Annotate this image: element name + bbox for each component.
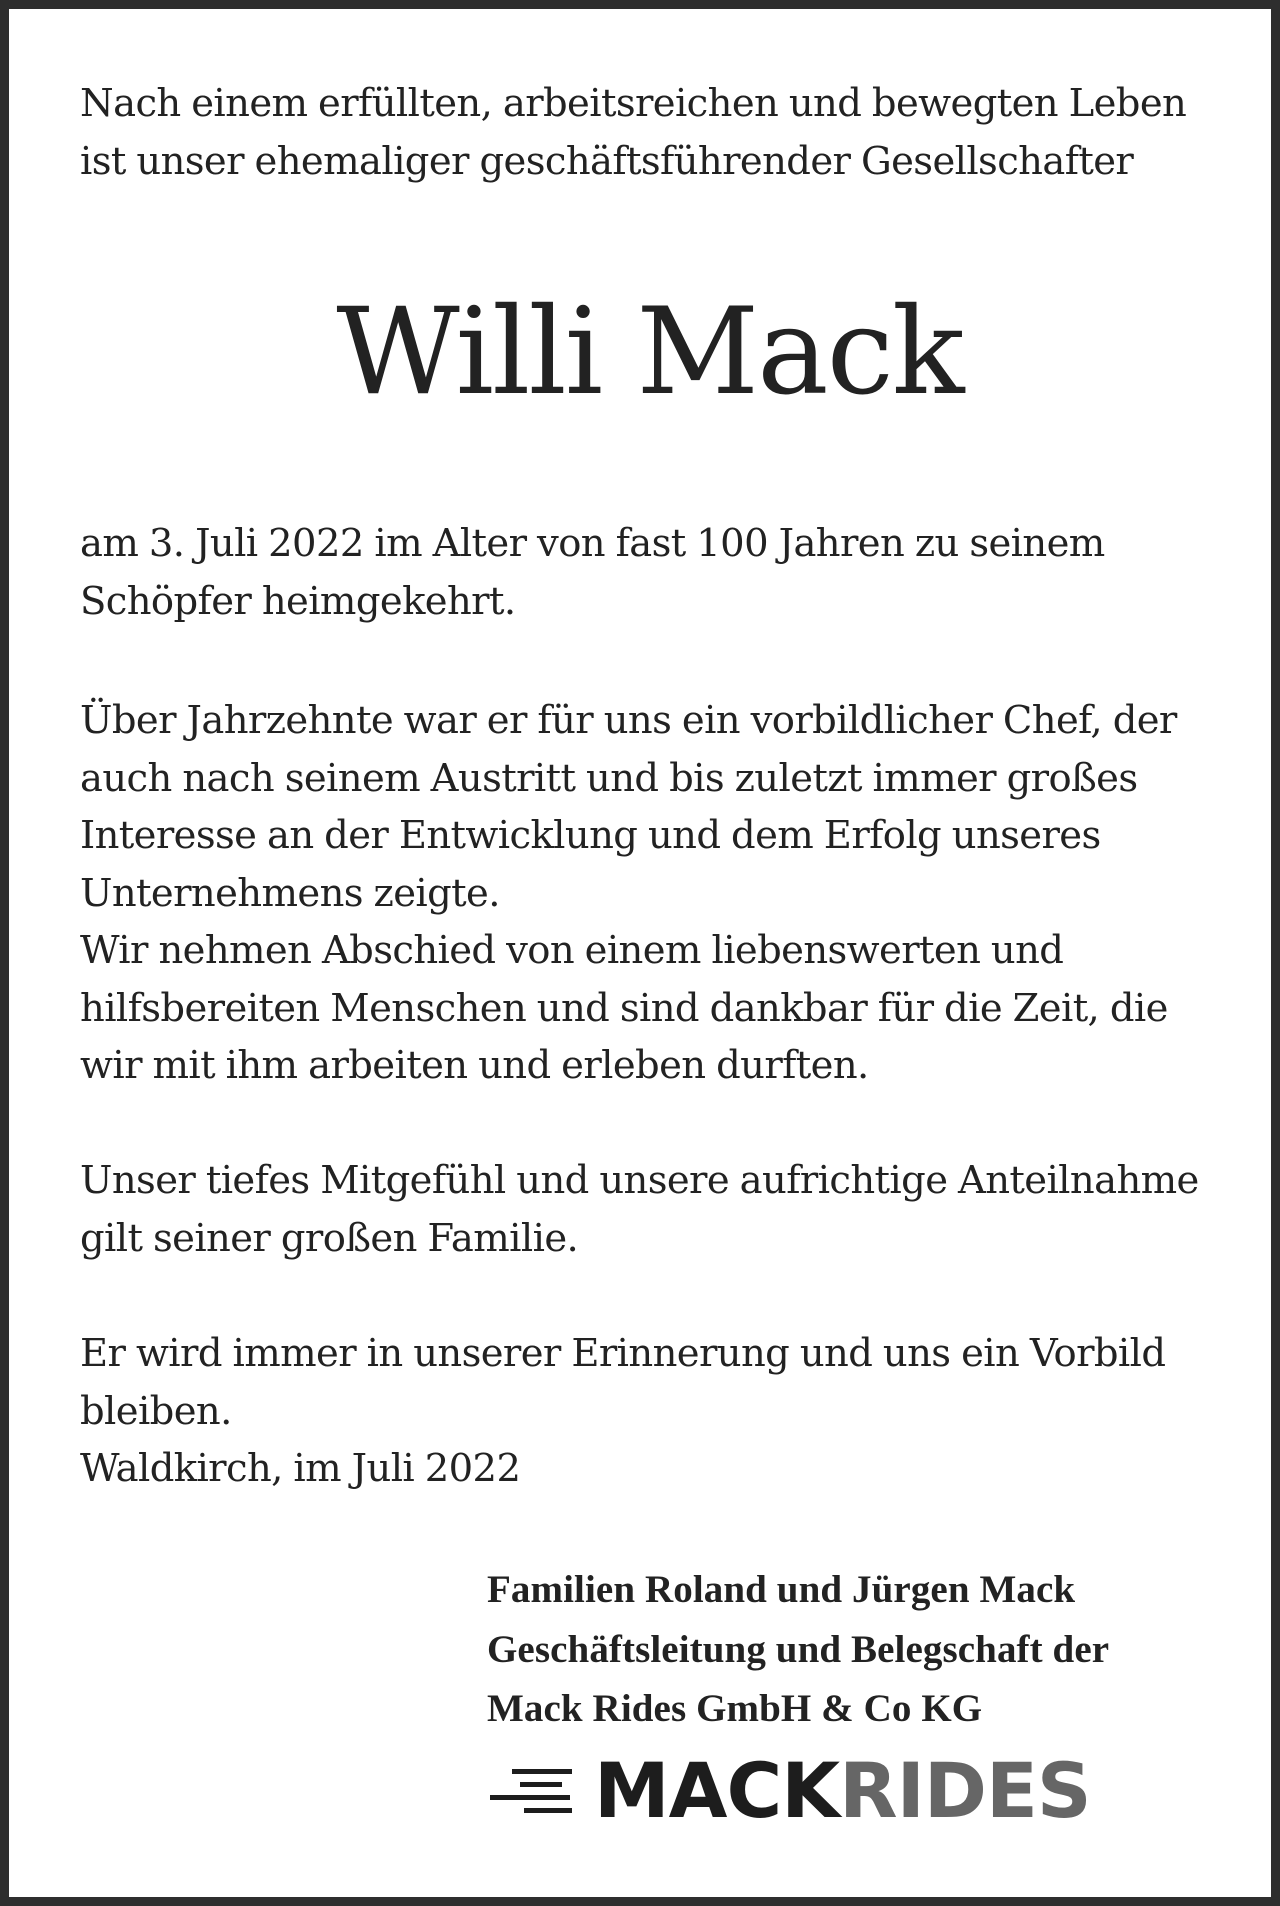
- signature-line-company: Mack Rides GmbH & Co KG: [487, 1687, 983, 1730]
- place-date: Waldkirch, im Juli 2022: [80, 1446, 521, 1491]
- signature-block: [487, 1560, 1227, 1739]
- paragraph-farewell: Wir nehmen Abschied von einem liebenswerten und hilfsbereiten Menschen und sind dankbar für die Zeit, die wir mit ihm arbeiten und erleben durften.: [80, 928, 1168, 1088]
- paragraph-memory: Er wird immer in unserer Erinnerung und uns ein Vorbild bleiben.: [80, 1331, 1166, 1434]
- logo-rides-text: RIDES: [839, 1746, 1091, 1835]
- logo-mack-text: MACK: [594, 1746, 840, 1835]
- signature-line-families: Familien Roland und Jürgen Mack: [487, 1568, 1076, 1611]
- deceased-name: Willi Mack: [336, 283, 963, 422]
- signature-line-management: Geschäftsleitung und Belegschaft der: [487, 1627, 1110, 1671]
- logo-wordmark: [594, 1746, 1091, 1835]
- paragraph-death: am 3. Juli 2022 im Alter von fast 100 Jahren zu seinem Schöpfer heimgekehrt.: [80, 521, 1105, 624]
- mack-rides-logo: [490, 1746, 1110, 1835]
- paragraph-condolence: Unser tiefes Mitgefühl und unsere aufrichtige Anteilnahme gilt seiner großen Familie.: [80, 1158, 1199, 1261]
- intro-paragraph: Nach einem erfüllten, arbeitsreichen und bewegten Leben ist unser ehemaliger geschäftsführender Gesellschafter: [80, 81, 1187, 184]
- paragraph-career: Über Jahrzehnte war er für uns ein vorbildlicher Chef, der auch nach seinem Austritt und bis zuletzt immer großes Interesse an der Entwicklung und dem Erfolg unseres Unternehmens zeigte.: [80, 698, 1177, 916]
- speed-lines-icon: [490, 1763, 574, 1819]
